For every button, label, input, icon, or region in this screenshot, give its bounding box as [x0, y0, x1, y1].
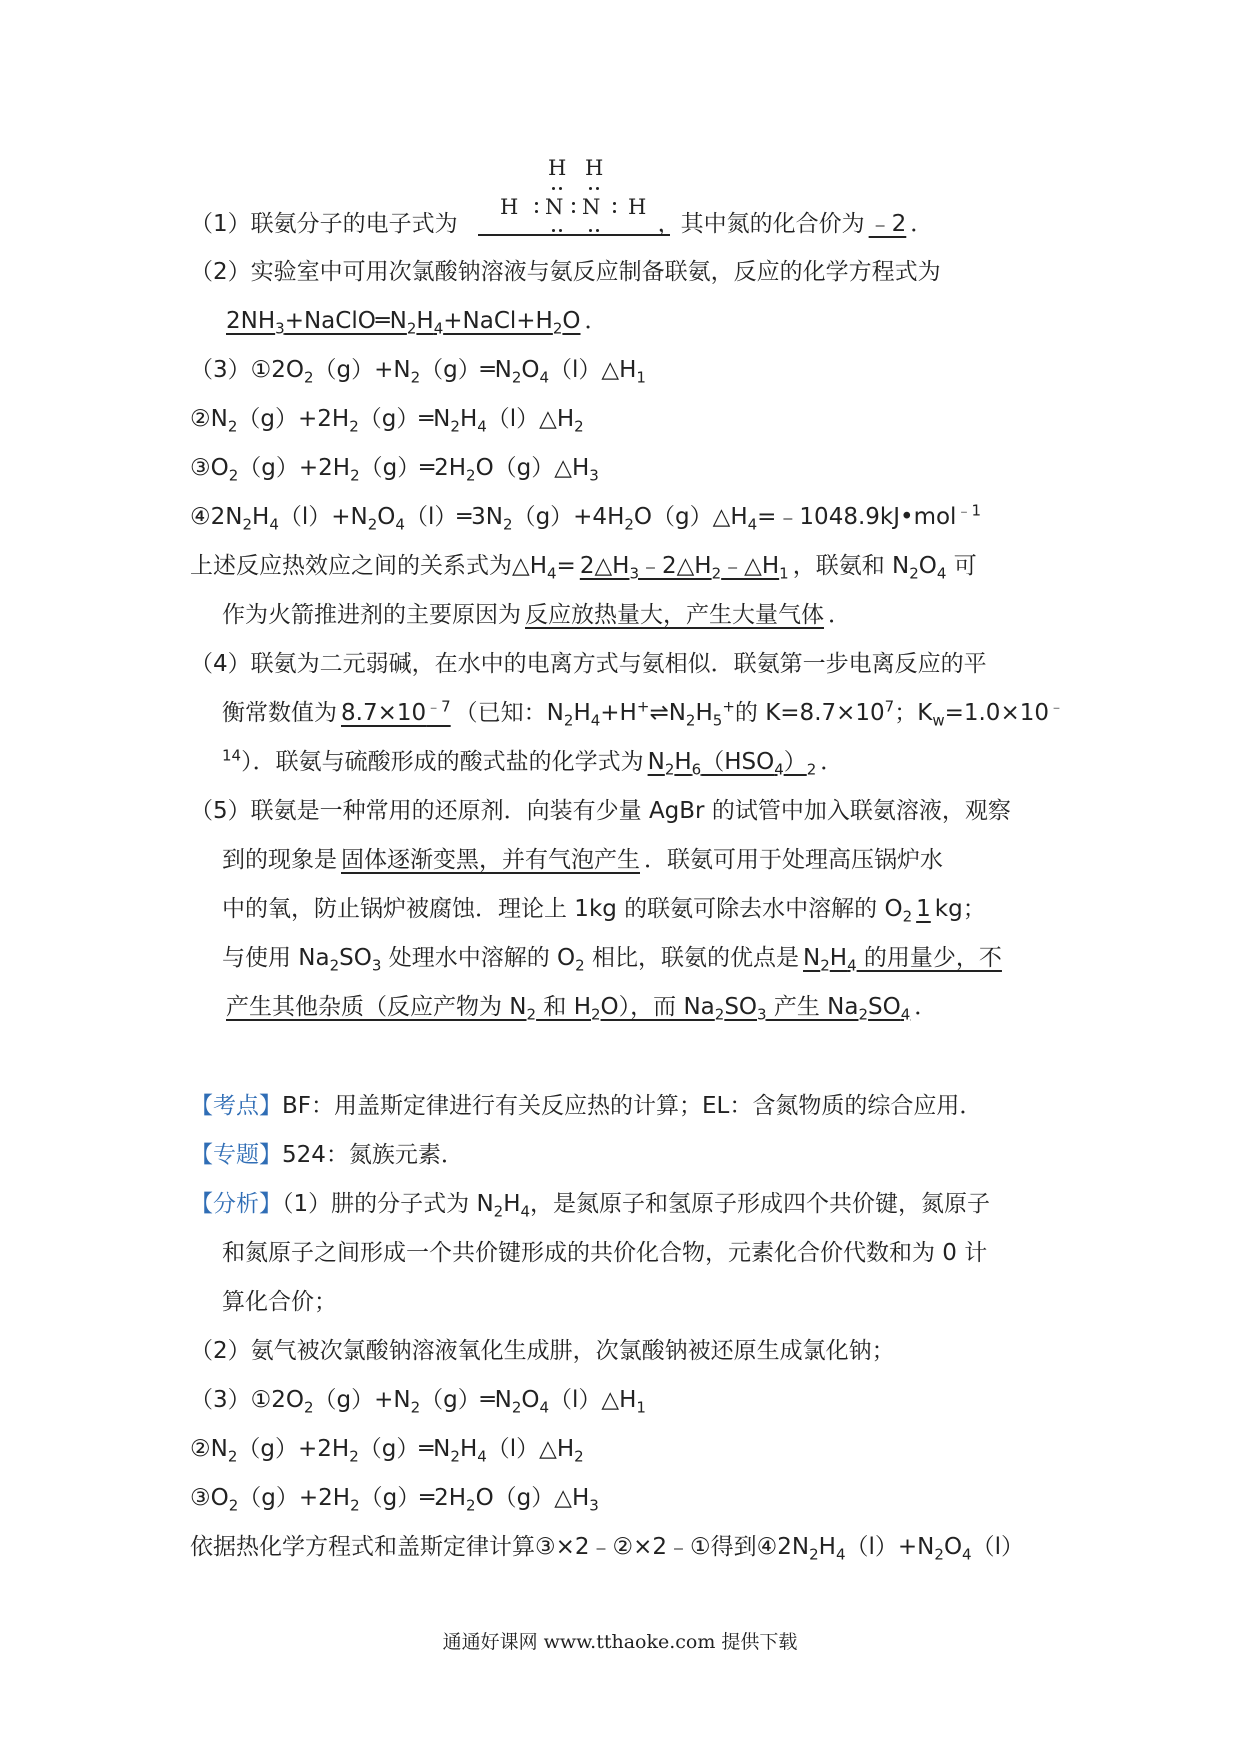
zhuanti-text: 524：氮族元素． [282, 1142, 464, 1168]
lewis-h-left: H [500, 195, 519, 219]
fenxi-line-3: 算化合价； [222, 1289, 337, 1315]
q5-answer-advantage-2: 产生其他杂质（反应产物为 $N_2$ 和 $H_2O$），而 $Na_2SO_3$ 产生 $Na_2SO_4$ [226, 994, 911, 1024]
q3-eq3: $③O_2(g)+2H_2(g)═2H_2O(g)\triangle H_3$ [190, 455, 599, 485]
q2-answer-equation: $2NH_3+NaClO═N_2H_4+NaCl+H_2O$ [226, 308, 581, 338]
q5-l5-end: ． [914, 994, 938, 1020]
q2-end: ． [584, 308, 608, 334]
q5-l2-prefix: 到的现象是 [222, 847, 337, 873]
q4-l2-rest: （已知：$N_2H_4+H^+\rightleftharpoons N_2H_5^+$的 $K=8.7\times 10^7$；$K_w=1.0\times 10^﹣$ [454, 697, 1064, 730]
fenxi-line-4: （2）氨气被次氯酸钠溶液氧化生成肼，次氯酸钠被还原生成氯化钠； [190, 1338, 895, 1364]
lewis-h-top-left: H [548, 156, 567, 180]
q1-line [190, 208, 933, 240]
q5-line-3 [222, 893, 986, 925]
q3-reason-answer: 反应放热量大，产生大量气体 [525, 602, 824, 628]
q4-line-1: （4）联氨为二元弱碱，在水中的电离方式与氨相似．联氨第一步电离反应的平 [190, 651, 987, 677]
q3-reason [222, 599, 851, 631]
kaodian-text: BF：用盖斯定律进行有关反应热的计算；EL：含氮物质的综合应用． [282, 1093, 983, 1119]
fenxi-l1: （1）肼的分子式为 $N_2H_4$，是氮原子和氢原子形成四个共价键，氮原子 [282, 1191, 991, 1221]
fenxi-line-5: $(3)①2O_2(g)+N_2(g)═N_2O_4(l)\triangle H_1$ [190, 1387, 646, 1417]
q5-l2-end: ．联氨可用于处理高压锅炉水 [644, 847, 943, 873]
q5-line-2 [222, 844, 943, 876]
q1-prefix: （1）联氨分子的电子式为 [190, 211, 458, 237]
fenxi-line-7: $③O_2(g)+2H_2(g)═2H_2O(g)\triangle H_3$ [190, 1485, 599, 1515]
q4-answer-salt: $N_2H_6(HSO_4)_2$ [647, 749, 817, 779]
q5-line-1: （5）联氨是一种常用的还原剂．向装有少量 AgBr 的试管中加入联氨溶液，观察 [190, 798, 1011, 824]
fenxi-line-1 [190, 1188, 990, 1220]
q3-rel-end: ，联氨和 $N_2O_4$ 可 [792, 553, 977, 583]
q3-eq2: $②N_2(g)+2H_2(g)═N_2H_4(l)\triangle H_2$ [190, 406, 584, 436]
q4-l2-prefix: 衡常数值为 [222, 700, 337, 726]
q4-line-3 [222, 746, 843, 778]
q2-line-1: （2）实验室中可用次氯酸钠溶液与氨反应制备联氨，反应的化学方程式为 [190, 259, 941, 285]
page-footer: 通通好课网 www.tthaoke.com 提供下载 [442, 1631, 798, 1653]
fenxi-tag: 【分析】 [190, 1191, 282, 1217]
q3-relation [190, 550, 977, 582]
q3-rel-prefix: 上述反应热效应之间的关系式为$\triangle H_4=$ [190, 553, 576, 583]
q5-answer-phenomenon: 固体逐渐变黑，并有气泡产生 [341, 847, 640, 873]
fenxi-line-8: 依据热化学方程式和盖斯定律计算③×2﹣②×2﹣①得到$④2N_2H_4(l)+N_2O_4(l)$ [190, 1534, 1024, 1564]
zhuanti-line [190, 1139, 464, 1171]
q4-answer-k: $8.7\times 10^{﹣7}$ [341, 697, 451, 726]
lewis-h-right: H [628, 195, 647, 219]
kaodian-line [190, 1090, 982, 1122]
q3-eq4: $④2N_2H_4(l)+N_2O_4(l)═3N_2(g)+4H_2O(g)\triangle H_4=﹣1048.9kJ•mol^{﹣1}$ [190, 501, 981, 534]
q4-l3-end: ． [820, 749, 844, 775]
q5-line-5 [222, 991, 937, 1023]
q5-line-4 [222, 942, 1006, 974]
q3-rel-answer: $2\triangle H_3﹣2\triangle H_2﹣\triangle H_1$ [579, 553, 789, 583]
lewis-n-right: N [582, 195, 601, 219]
q5-l4-prefix: 与使用 $Na_2SO_3$ 处理水中溶解的 $O_2$ 相比，联氨的优点是 [222, 945, 800, 975]
q2-line-2 [222, 305, 608, 337]
lewis-h-top-right: H [585, 156, 604, 180]
q5-l3-prefix: 中的氧，防止锅炉被腐蚀．理论上 1kg 的联氨可除去水中溶解的 $O_2$ [222, 896, 913, 926]
q3-eq1: $(3)①2O_2(g)+N_2(g)═N_2O_4(l)\triangle H_1$ [190, 357, 646, 387]
fenxi-line-6: $②N_2(g)+2H_2(g)═N_2H_4(l)\triangle H_2$ [190, 1436, 584, 1466]
q3-reason-end: ． [828, 602, 851, 628]
lewis-n-left: N [545, 195, 564, 219]
kaodian-tag: 【考点】 [190, 1093, 282, 1119]
q5-l3-end: kg； [934, 896, 986, 922]
q4-line-2 [222, 697, 1064, 729]
q1-answer-valence: ﹣2 [868, 211, 907, 237]
fenxi-line-2: 和氮原子之间形成一个共价键形成的共价化合物，元素化合价代数和为 0 计 [222, 1240, 988, 1266]
zhuanti-tag: 【专题】 [190, 1142, 282, 1168]
q3-reason-prefix: 作为火箭推进剂的主要原因为 [222, 602, 521, 628]
q1-end: ． [910, 211, 934, 237]
q4-l3-prefix: $^{14}$）．联氨与硫酸形成的酸式盐的化学式为 [222, 746, 644, 775]
q1-mid: ，其中氮的化合价为 [657, 211, 865, 237]
q5-answer-advantage-1: $N_2H_4$ 的用量少，不 [803, 945, 1002, 975]
q5-answer-mass: 1 [916, 896, 931, 922]
